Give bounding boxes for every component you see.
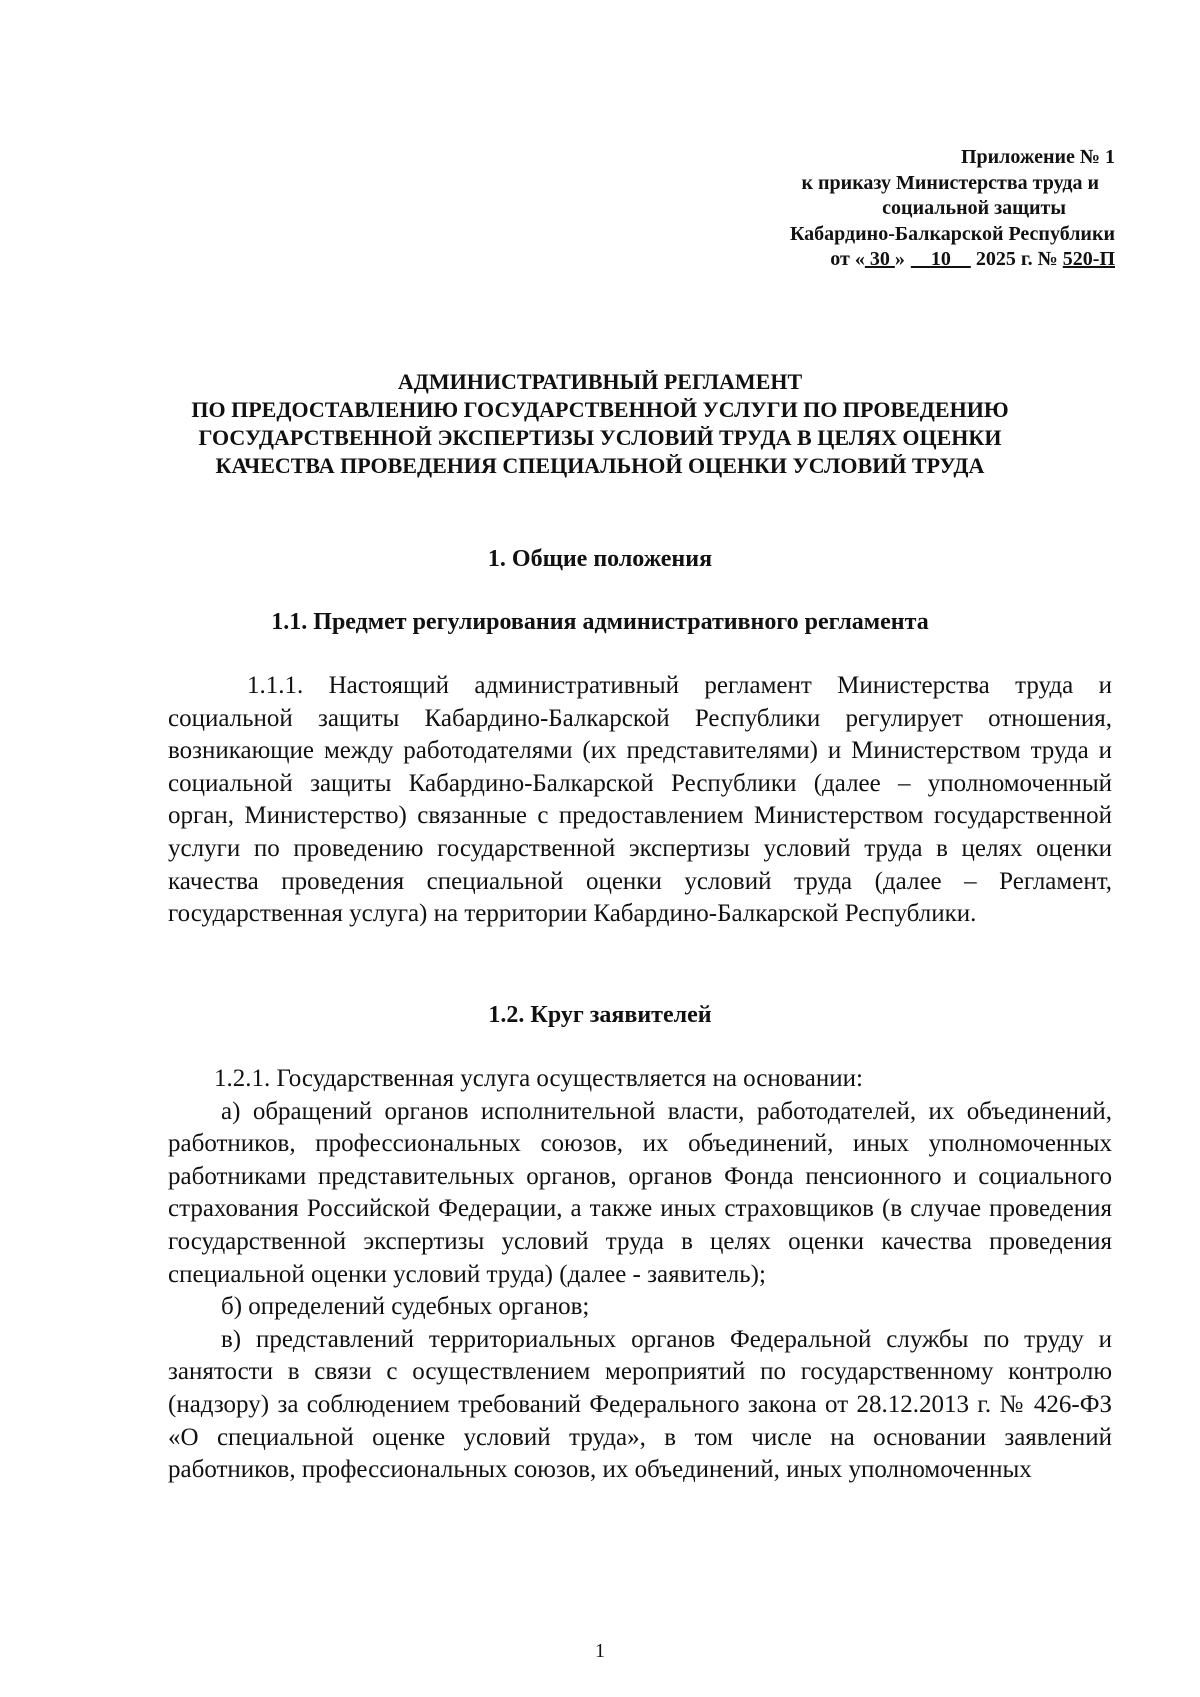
date-month: 10 bbox=[910, 248, 971, 270]
document-title bbox=[150, 368, 1050, 480]
section-heading-subject: 1.1. Предмет регулирования административного регламента bbox=[271, 609, 929, 635]
paragraph-1-1-1: 1.1.1. Настоящий административный регламент Министерства труда и социальной защиты Кабардино-Балкарской Республики регулирует отношения, возникающие между работодателями (их представителями) и Министерством труда и социальной защиты Кабардино-Балкарской Республики (далее – уполномоченный орган, Министерство) связанные с предоставлением Министерством государственной услуги по проведению государственной экспертизы условий труда в целях оценки качества проведения специальной оценки условий труда (далее – Регламент, государственная услуга) на территории Кабардино-Балкарской Республики. bbox=[168, 672, 1112, 928]
title-line-1: АДМИНИСТРАТИВНЫЙ РЕГЛАМЕНТ bbox=[397, 369, 803, 394]
appendix-number: Приложение № 1 bbox=[960, 146, 1115, 168]
title-line-2: ПО ПРЕДОСТАВЛЕНИЮ ГОСУДАРСТВЕННОЙ УСЛУГИ ПО ПРОВЕДЕНИЮ bbox=[191, 397, 1009, 422]
date-quote-close: » bbox=[894, 248, 905, 270]
section-heading-applicants: 1.2. Круг заявителей bbox=[488, 1002, 712, 1028]
appendix-republic-line: Кабардино-Балкарской Республики bbox=[789, 222, 1115, 245]
date-day: 30 bbox=[864, 248, 895, 270]
appendix-header bbox=[695, 145, 1115, 273]
list-item-v: в) представлений территориальных органов Федеральной службы по труду и занятости в связи с осуществлением мероприятий по государственному контролю (надзору) за соблюдением требований Федерального закона от 28.12.2013 г. № 426-ФЗ «О специальной оценке условий труда», в том числе на основании заявлений работников, профессиональных союзов, их объединений, иных уполномоченных bbox=[168, 1325, 1112, 1484]
list-item-b: б) определений судебных органов; bbox=[221, 1293, 590, 1321]
date-year: 2025 г. № bbox=[970, 248, 1063, 270]
section-heading-general: 1. Общие положения bbox=[487, 546, 713, 572]
paragraph-1-2-1: 1.2.1. Государственная услуга осуществляется на основании: bbox=[214, 1065, 863, 1092]
list-item-a: а) обращений органов исполнительной власти, работодателей, их объединений, работников, профессиональных союзов, их объединений, иных уполномоченных работниками представительных органов, органов Фонда пенсионного и социального страхования Российской Федерации, а также иных страховщиков (в случае проведения государственной экспертизы условий труда в целях оценки качества проведения специальной оценки условий труда) (далее - заявитель); bbox=[168, 1097, 1112, 1288]
title-line-3: ГОСУДАРСТВЕННОЙ ЭКСПЕРТИЗЫ УСЛОВИЙ ТРУДА В ЦЕЛЯХ ОЦЕНКИ bbox=[198, 425, 1002, 450]
appendix-date-line bbox=[695, 247, 1115, 273]
applicants-block bbox=[168, 1063, 1112, 1487]
title-line-4: КАЧЕСТВА ПРОВЕДЕНИЯ СПЕЦИАЛЬНОЙ ОЦЕНКИ УСЛОВИЙ ТРУДА bbox=[215, 453, 985, 478]
appendix-ministry-line: социальной защиты bbox=[882, 197, 1066, 219]
appendix-order-ref: к приказу Министерства труда и bbox=[801, 171, 1099, 194]
order-number: 520-П bbox=[1062, 248, 1115, 270]
date-prefix: от « bbox=[830, 248, 865, 270]
page-number: 1 bbox=[595, 1640, 605, 1662]
